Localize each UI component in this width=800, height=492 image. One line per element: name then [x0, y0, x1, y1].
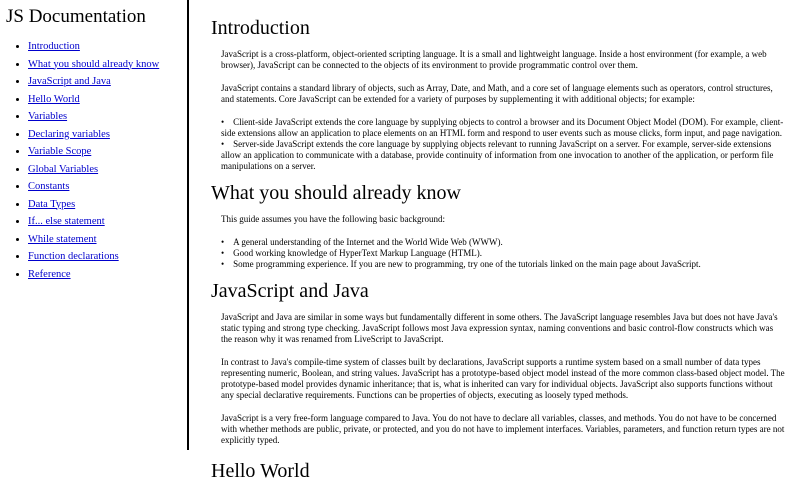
- paragraph: JavaScript is a very free-form language compared to Java. You do not have to declare all variables, classes, and methods. You do not have to be concerned with whether methods are public, private, or protected, and you do not have to implement interfaces. Variables, parameters, and function return types are not explicitly typed.: [221, 413, 785, 445]
- nav-link[interactable]: What you should already know: [28, 58, 160, 70]
- section-heading: Introduction: [211, 17, 310, 39]
- nav-link[interactable]: Data Types: [28, 198, 76, 210]
- nav-item: [28, 196, 159, 214]
- main-content: [211, 15, 791, 492]
- nav-link[interactable]: Variable Scope: [28, 146, 92, 157]
- nav-link[interactable]: Declaring variables: [28, 128, 110, 140]
- list-item: [221, 248, 786, 259]
- main-section: [211, 180, 791, 270]
- list-item-text: Client-side JavaScript extends the core language by supplying objects to control a browser and its Document Object Model (DOM). For example, client-side extensions allow an application to place elements on an HTML form and respond to user events such as mouse clicks, form input, and page navigation.: [221, 117, 784, 138]
- bullet-list: [221, 117, 786, 172]
- nav-link[interactable]: Hello World: [28, 93, 80, 105]
- nav-title: JS Documentation: [6, 6, 146, 27]
- nav-item: [28, 126, 159, 144]
- paragraph: JavaScript contains a standard library of objects, such as Array, Date, and Math, and a core set of language elements such as operators, control structures, and statements. Core JavaScript can be extended for a variety of purposes by supplementing it with additional objects; for example:: [221, 83, 773, 104]
- list-item: [221, 259, 786, 270]
- paragraph: In contrast to Java's compile-time system of classes built by declarations, JavaScript supports a runtime system based on a small number of data types representing numeric, Boolean, and string values. JavaScript has a prototype-based object model instead of the more common class-based object model. The prototype-based model provides dynamic inheritance; that is, what is inherited can vary for individual objects. JavaScript also supports functions without any special declarative requirements. Functions can be properties of objects, executing as loosely typed methods.: [221, 357, 785, 400]
- list-item-text: Good working knowledge of HyperText Markup Language (HTML).: [233, 248, 482, 258]
- list-item: [221, 139, 786, 172]
- nav-link[interactable]: While statement: [28, 233, 97, 245]
- nav-item: [28, 73, 159, 91]
- nav-link[interactable]: Reference: [28, 268, 71, 280]
- nav-link[interactable]: If... else statement: [28, 216, 105, 227]
- section-heading: What you should already know: [211, 182, 461, 204]
- nav-link[interactable]: Global Variables: [28, 163, 99, 175]
- main-section: [211, 458, 791, 484]
- list-item-text: Server-side JavaScript extends the core language by supplying objects relevant to running JavaScript on a server. For example, server-side extensions allow an application to communicate with a database, provide continuity of information from one invocation to another of the application, or perform file manipulations on a server.: [221, 139, 774, 171]
- nav-item: [28, 231, 159, 249]
- nav-item: [28, 213, 159, 231]
- nav-link[interactable]: JavaScript and Java: [28, 76, 111, 87]
- paragraph: JavaScript is a cross-platform, object-oriented scripting language. It is a small and lightweight language. Inside a host environment (for example, a web browser), JavaScript can be connected to the objects of its environment to provide programmatic control over them.: [221, 49, 767, 70]
- list-item: [221, 117, 786, 139]
- bullet-list: [221, 237, 786, 270]
- nav-item: [28, 108, 159, 126]
- nav-item: [28, 56, 159, 74]
- nav-link[interactable]: Function declarations: [28, 251, 119, 262]
- nav-link[interactable]: Variables: [28, 111, 68, 122]
- nav-list: [12, 38, 159, 283]
- nav-item: [28, 266, 159, 284]
- list-item-text: Some programming experience. If you are new to programming, try one of the tutorials linked on the main page about JavaScript.: [233, 259, 701, 269]
- nav-item: [28, 178, 159, 196]
- main-section: [211, 278, 791, 446]
- nav-link[interactable]: Introduction: [28, 41, 80, 52]
- section-heading: JavaScript and Java: [211, 280, 369, 302]
- list-item-text: A general understanding of the Internet and the World Wide Web (WWW).: [233, 237, 503, 247]
- list-item: [221, 237, 786, 248]
- nav-item: [28, 161, 159, 179]
- nav-link[interactable]: Constants: [28, 181, 70, 192]
- section-heading: Hello World: [211, 460, 310, 482]
- paragraph: This guide assumes you have the following basic background:: [221, 214, 445, 224]
- nav-item: [28, 248, 159, 266]
- nav-item: [28, 38, 159, 56]
- nav-item: [28, 143, 159, 161]
- main-section: [211, 15, 791, 172]
- navbar: [0, 0, 189, 450]
- nav-item: [28, 91, 159, 109]
- paragraph: JavaScript and Java are similar in some ways but fundamentally different in some others. The JavaScript language resembles Java but does not have Java's static typing and strong type checking. JavaScript follows most Java expression syntax, naming conventions and basic control-flow constructs which was the reason why it was renamed from LiveScript to JavaScript.: [221, 312, 778, 344]
